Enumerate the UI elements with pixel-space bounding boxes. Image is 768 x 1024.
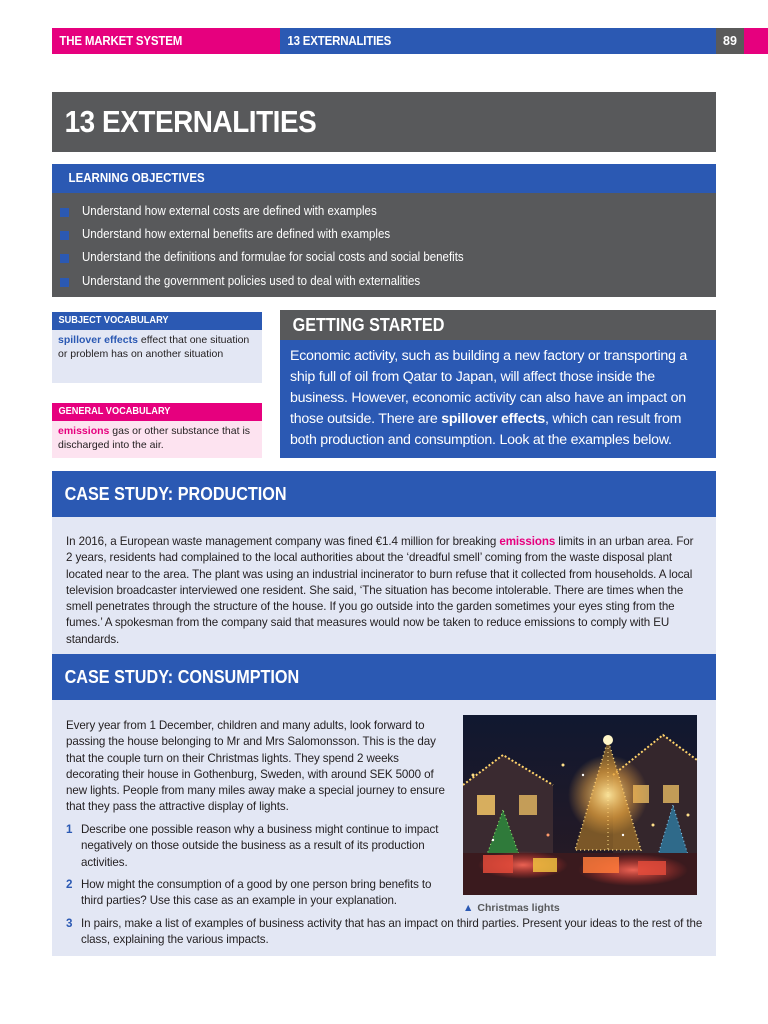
case-study-consumption-header [52, 654, 716, 700]
production-highlight: emissions [499, 535, 556, 548]
question-item [66, 822, 456, 871]
question-text: How might the consumption of a good by one person bring benefits to third parties? Use this case as an example in your explanation. [81, 878, 432, 908]
caption-text: Christmas lights [477, 902, 560, 914]
header-section-title: THE MARKET SYSTEM [59, 34, 183, 48]
objective-text: Understand the government policies used to deal with externalities [82, 273, 421, 288]
learning-objectives-heading: LEARNING OBJECTIVES [68, 171, 205, 185]
page-number-box [716, 28, 744, 54]
chapter-title-band [52, 92, 716, 152]
objective-text: Understand how external benefits are defined with examples [82, 227, 391, 242]
subject-vocabulary-heading: SUBJECT VOCABULARY [58, 315, 169, 326]
square-bullet-icon [60, 208, 69, 217]
vocabulary-term: emissions [58, 425, 110, 437]
production-text-part: In 2016, a European waste management company was fined €1.4 million for breaking [66, 535, 500, 548]
photo-caption [463, 902, 560, 914]
subject-vocabulary-box [52, 330, 262, 383]
chapter-title: 13 EXTERNALITIES [64, 104, 317, 139]
objective-item [52, 247, 716, 270]
case-study-production-header [52, 471, 716, 517]
case-study-production-text [52, 517, 716, 654]
production-text-part: limits in an urban area. For 2 years, residents had complained to the local authorities about the ‘dreadful smell’ coming from the waste disposal plant located near to the area. The plant was using an industrial incinerator to burn refuse that it collected from households. A local television broadcaster interviewed one resident. She said, ‘The situation has become intolerable. There are times when the smell penetrates through the structure of the house. If you go outside into the garden sometimes your eyes sting from the fumes.’ A spokesman from the company said that measures would now be taken to reduce emissions to comply with EU standards. [66, 535, 694, 646]
getting-started-heading: GETTING STARTED [292, 315, 445, 335]
getting-started-text-part: Economic activity, such as building a new factory or transporting a ship full of oil from Qatar to Japan, will affect those inside the business. However, economic activity can also have an impact on those outside. There are [290, 348, 687, 427]
general-vocabulary-header [52, 403, 262, 421]
objective-item [52, 271, 716, 294]
case-study-consumption-heading: CASE STUDY: CONSUMPTION [64, 667, 300, 687]
getting-started-text [280, 340, 716, 458]
header-chapter-band [280, 28, 716, 54]
question-number: 3 [66, 917, 73, 930]
objective-text: Understand how external costs are defined with examples [82, 204, 377, 218]
square-bullet-icon [60, 278, 69, 287]
vocabulary-definition: effect that one situation or problem has on another situation [58, 334, 250, 360]
objective-text: Understand the definitions and formulae for social costs and social benefits [82, 250, 464, 265]
vocabulary-term: spillover effects [58, 334, 138, 346]
learning-objectives-list [52, 193, 716, 297]
question-item [66, 916, 706, 949]
vocabulary-definition: gas or other substance that is discharged into the air. [58, 425, 251, 451]
header-section-band [52, 28, 280, 54]
christmas-lights-illustration [463, 715, 697, 895]
christmas-lights-photo [463, 715, 697, 895]
page-number: 89 [723, 34, 737, 48]
header-edge-tab [744, 28, 768, 54]
case-study-consumption-box [52, 700, 716, 956]
square-bullet-icon [60, 254, 69, 263]
objective-item [52, 201, 716, 224]
subject-vocabulary-header [52, 312, 262, 330]
getting-started-text-part: , which can result from both production and consumption. Look at the examples below. [290, 411, 682, 448]
question-number: 2 [66, 878, 73, 891]
getting-started-highlight: spillover effects [441, 411, 546, 427]
case-study-production-heading: CASE STUDY: PRODUCTION [64, 484, 287, 504]
question-number: 1 [66, 823, 73, 836]
getting-started-header [280, 310, 716, 340]
consumption-paragraph: Every year from 1 December, children and many adults, look forward to passing the house belonging to Mr and Mrs Salomonsson. This is the day that the couple turn on their Christmas lights. They spend 2 weeks decorating their house in Gothenburg, Sweden, with around SEK 5000 of new lights. People from many miles away make a special journey to ensure that they pass the attractive display of lights. [66, 719, 445, 814]
caption-triangle-icon: ▲ [463, 902, 474, 914]
question-text: In pairs, make a list of examples of business activity that has an impact on third parties. Present your ideas to the rest of the class, explaining the various impacts. [81, 917, 703, 947]
header-chapter-title: 13 EXTERNALITIES [287, 34, 392, 48]
learning-objectives-header [52, 164, 716, 193]
question-item [66, 877, 456, 910]
general-vocabulary-box [52, 421, 262, 458]
objective-item [52, 224, 716, 247]
question-text: Describe one possible reason why a business might continue to impact negatively on those outside the business as a result of its production activities. [81, 823, 439, 869]
square-bullet-icon [60, 231, 69, 240]
general-vocabulary-heading: GENERAL VOCABULARY [58, 406, 171, 417]
